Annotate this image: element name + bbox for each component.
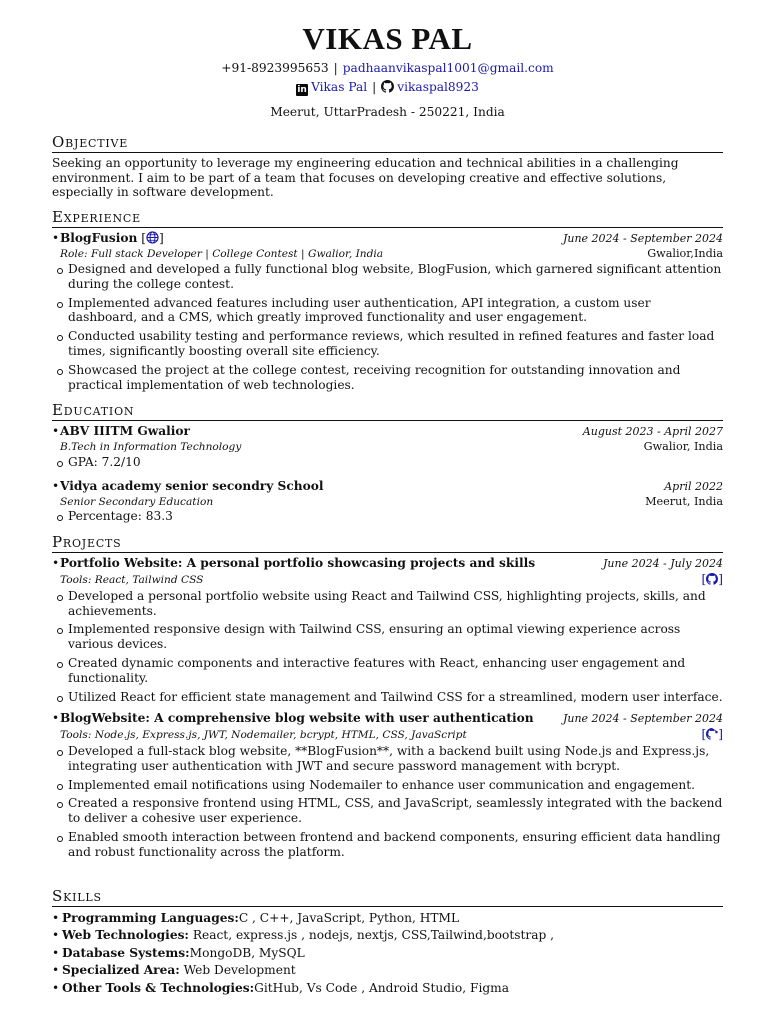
entry-degree: B.Tech in Information Technology <box>60 441 242 454</box>
entry-degree: Senior Secondary Education <box>60 495 214 508</box>
entry-role: Role: Full stack Developer | College Contest | Gwalior, India <box>60 248 384 261</box>
skill-label: Other Tools & Technologies: <box>62 980 255 995</box>
entry-title: BlogWebsite: A comprehensive blog website with user authentication <box>60 711 534 726</box>
objective-text: Seeking an opportunity to leverage my engineering education and technical abilities in a challenging environment. I aim to be part of a team that focuses on developing creative and effective solutions, especially in software development. <box>52 156 679 199</box>
list-item: Percentage: 83.3 <box>68 509 723 524</box>
list-item: Created dynamic components and interactive features with React, enhancing user engagement and functionality. <box>68 656 723 686</box>
globe-icon[interactable] <box>146 231 159 248</box>
entry-tools: Tools: React, Tailwind CSS <box>60 574 204 587</box>
github-link[interactable]: vikaspal8923 <box>397 80 479 94</box>
skill-label: Specialized Area: <box>62 963 180 978</box>
education-section <box>52 402 723 524</box>
skill-value: GitHub, Vs Code , Android Studio, Figma <box>254 980 509 995</box>
list-item: Showcased the project at the college contest, receiving recognition for outstanding innovation and practical implementation of web technologies. <box>68 363 723 393</box>
skill-label: Programming Languages: <box>62 910 239 925</box>
separator: | <box>333 61 338 75</box>
list-item: Implemented responsive design with Tailwind CSS, ensuring an optimal viewing experience across various devices. <box>68 622 723 652</box>
entry-title: Portfolio Website: A personal portfolio showcasing projects and skills <box>60 556 536 571</box>
list-item: Created a responsive frontend using HTML, CSS, and JavaScript, seamlessly integrated with the backend to deliver a cohesive user experience. <box>68 796 723 826</box>
skill-value: C , C++, JavaScript, Python, HTML <box>238 910 460 925</box>
entry-dates: June 2024 - July 2024 <box>602 557 723 571</box>
linkedin-link[interactable]: Vikas Pal <box>311 80 368 94</box>
list-item: Developed a full-stack blog website, **BlogFusion**, with a backend built using Node.js and Express.js, integrating user authentication with JWT and secure password management with bcrypt. <box>68 744 723 774</box>
github-icon <box>381 80 394 96</box>
section-title: Projects <box>52 534 723 553</box>
candidate-name: VIKAS PAL <box>302 21 473 56</box>
skill-label: Web Technologies: <box>62 928 189 943</box>
projects-section <box>52 534 723 859</box>
entry-title: Vidya academy senior secondry School <box>60 478 324 493</box>
entry-dates: August 2023 - April 2027 <box>582 425 723 439</box>
entry-location: Gwalior, India <box>643 440 723 454</box>
separator: | <box>372 80 377 94</box>
phone-number: +91-8923995653 <box>221 61 329 75</box>
entry-location: Meerut, India <box>645 494 723 508</box>
entry-dates: June 2024 - September 2024 <box>562 231 723 245</box>
list-item: Designed and developed a fully functional blog website, BlogFusion, which garnered significant attention during the college contest. <box>68 262 722 291</box>
entry-dates: June 2024 - September 2024 <box>562 712 723 726</box>
section-title: Objective <box>52 134 723 153</box>
entry-tools: Tools: Node.js, Express.js, JWT, Nodemailer, bcrypt, HTML, CSS, JavaScript <box>60 729 467 742</box>
list-item: Developed a personal portfolio website using React and Tailwind CSS, highlighting projects, skills, and achievements. <box>68 589 723 619</box>
skill-label: Database Systems: <box>62 945 190 960</box>
list-item <box>52 927 723 945</box>
project-entry: •Portfolio Website: A personal portfolio showcasing projects and skills June 2024 - July 2024 Tools: React, Tailwind CSS [ ] Developed a personal portfolio website using React and Tailwind CSS, highlighting projects, skills, and achievements. Implemented responsive design with Tailwind CSS, ensuring an optimal viewing experience across various devices. Created dynamic components and interactive features with React, enhancing user engagement and functionality. Utilized React for efficient state management and Tailwind CSS for a streamlined, modern user interface. <box>52 556 723 704</box>
experience-entry: •BlogFusion [ ] June 2024 - September 2024 Role: Full stack Developer | College Contest | Gwalior, India Gwalior,India Designed and developed a fully functional blog website, BlogFusion, which garnered significant attention during the college contest. Implemented advanced features including user authentication, API integration, a custom user dashboard, and a CMS, which greatly improved functionality and user engagement. Conducted usability testing and performance reviews, which resulted in refined features and faster load times, significantly boosting overall site efficiency. Showcased the project at the college contest, receiving recognition for outstanding innovation and practical implementation of web technologies. <box>52 230 723 392</box>
education-entry: •Vidya academy senior secondry School April 2022 Senior Secondary Education Meerut, India Percentage: 83.3 <box>52 478 723 524</box>
section-title: Skills <box>52 888 723 907</box>
list-item <box>52 962 723 980</box>
list-item: Enabled smooth interaction between frontend and backend components, ensuring efficient data handling and robust functionality across the platform. <box>68 830 723 860</box>
objective-section <box>52 134 723 200</box>
contact-line <box>52 61 723 75</box>
address: Meerut, UttarPradesh - 250221, India <box>270 105 505 119</box>
entry-title: ABV IIITM Gwalior <box>60 424 190 439</box>
entry-location: Gwalior,India <box>647 247 723 261</box>
entry-dates: April 2022 <box>664 479 723 493</box>
education-entry: •ABV IIITM Gwalior August 2023 - April 2027 B.Tech in Information Technology Gwalior, India GPA: 7.2/10 <box>52 424 723 470</box>
project-bullets <box>68 744 723 860</box>
experience-section <box>52 209 723 393</box>
skill-value: MongoDB, MySQL <box>189 945 305 960</box>
project-github-link[interactable]: [ ] <box>701 572 723 589</box>
project-bullets <box>68 589 723 705</box>
skill-value: Web Development <box>179 963 296 978</box>
project-github-link[interactable]: [ ] <box>701 727 723 744</box>
list-item: Implemented advanced features including user authentication, API integration, a custom user dashboard, and a CMS, which greatly improved functionality and user engagement. <box>68 296 723 326</box>
email-link[interactable]: padhaanvikaspal1001@gmail.com <box>342 61 554 75</box>
social-links <box>52 80 723 96</box>
skills-section <box>52 888 723 998</box>
list-item <box>52 945 723 963</box>
github-icon <box>706 728 718 744</box>
section-title: Education <box>52 402 723 421</box>
list-item: Conducted usability testing and performance reviews, which resulted in refined features and faster load times, significantly boosting overall site efficiency. <box>68 329 723 359</box>
list-item: Implemented email notifications using Nodemailer to enhance user communication and engagement. <box>68 778 723 793</box>
list-item: Utilized React for efficient state management and Tailwind CSS for a streamlined, modern user interface. <box>68 689 723 704</box>
skills-list <box>52 910 723 998</box>
project-entry: •BlogWebsite: A comprehensive blog website with user authentication June 2024 - September 2024 Tools: Node.js, Express.js, JWT, Nodemailer, bcrypt, HTML, CSS, JavaScript [ ] Developed a full-stack blog website, **BlogFusion**, with a backend built using Node.js and Express.js, integrating user authentication with JWT and secure password management with bcrypt. Implemented email notifications using Nodemailer to enhance user communication and engagement. Created a responsive frontend using HTML, CSS, and JavaScript, seamlessly integrated with the backend to deliver a cohesive user experience. Enabled smooth interaction between frontend and backend components, ensuring efficient data handling and robust functionality across the platform. <box>52 711 723 859</box>
list-item: GPA: 7.2/10 <box>68 455 723 470</box>
list-item <box>52 910 723 928</box>
experience-bullets <box>68 262 723 392</box>
list-item <box>52 980 723 998</box>
entry-title: BlogFusion <box>60 230 138 245</box>
github-icon <box>706 573 718 589</box>
section-title: Experience <box>52 209 723 228</box>
skill-value: React, express.js , nodejs, nextjs, CSS,Tailwind,bootstrap , <box>192 928 555 943</box>
linkedin-icon: in <box>297 85 307 95</box>
